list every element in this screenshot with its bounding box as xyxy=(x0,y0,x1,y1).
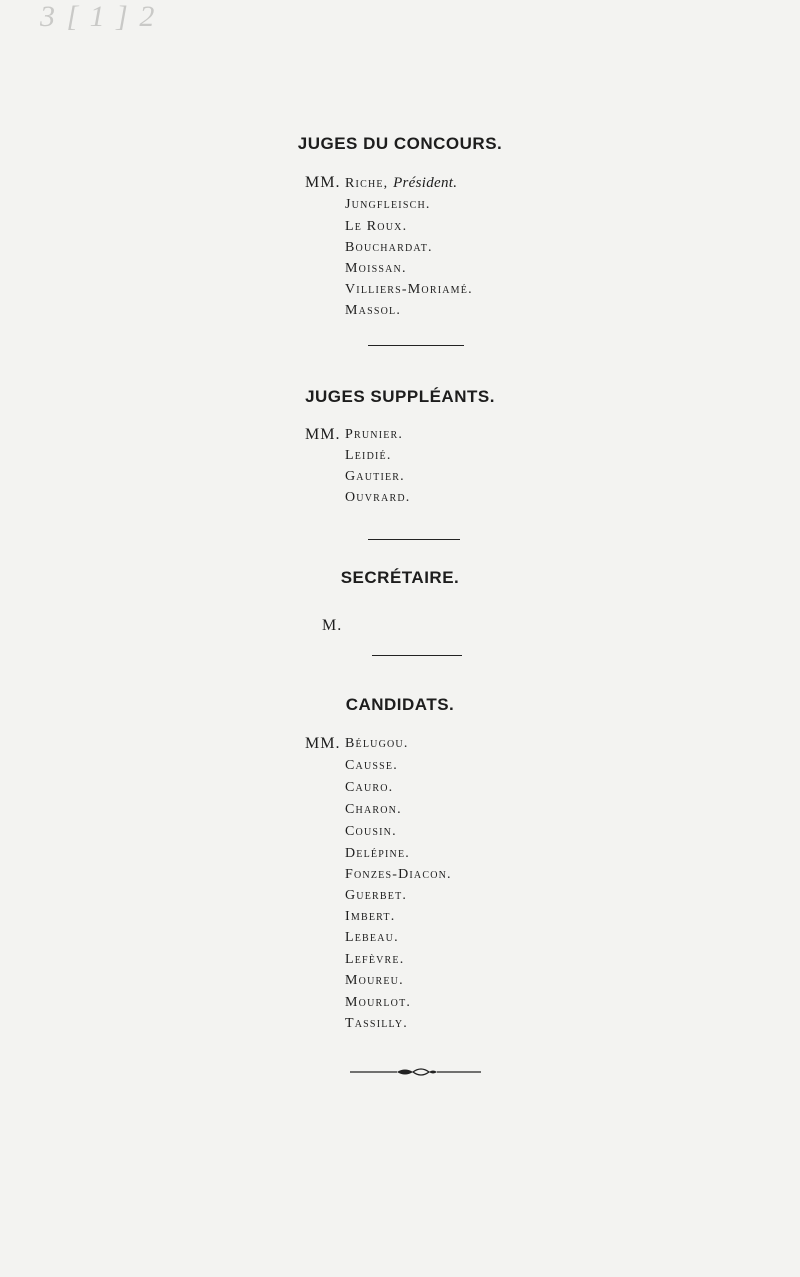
section-divider xyxy=(368,345,464,346)
candidate-name: Cousin. xyxy=(345,824,397,839)
candidate-name: Mourlot. xyxy=(345,995,412,1010)
candidate-name: Lefèvre. xyxy=(345,952,405,967)
suppleants-prefix: MM. xyxy=(305,426,341,443)
judge-name: Jungfleisch. xyxy=(345,197,431,212)
heading-juges-du-concours: JUGES DU CONCOURS. xyxy=(297,134,503,153)
president-role: Président. xyxy=(393,175,458,191)
judge-name: Moissan. xyxy=(345,261,407,276)
ornament-tailpiece xyxy=(345,1064,485,1080)
judge-name: Bouchardat. xyxy=(345,240,433,255)
judge-name: Massol. xyxy=(345,303,402,318)
section-divider xyxy=(368,539,460,540)
heading-juges-suppleants: JUGES SUPPLÉANTS. xyxy=(305,387,495,406)
candidate-name: Delépine. xyxy=(345,846,410,861)
candidats-prefix: MM. xyxy=(305,735,341,752)
substitute-name: Leidié. xyxy=(345,448,392,463)
judge-name: Villiers-Moriamé. xyxy=(345,282,473,297)
judge-name: Le Roux. xyxy=(345,219,408,234)
juges-prefix: MM. xyxy=(305,174,341,191)
candidate-name: Fonzes-Diacon. xyxy=(345,867,452,882)
substitute-name: Prunier. xyxy=(345,427,404,442)
judge-name-president xyxy=(345,175,457,192)
candidate-name: Lebeau. xyxy=(345,930,399,945)
judge-name-riche: Riche, xyxy=(345,176,389,191)
candidate-name: Charon. xyxy=(345,802,402,817)
section-divider xyxy=(372,655,462,656)
candidate-name: Imbert. xyxy=(345,909,396,924)
candidate-name: Cauro. xyxy=(345,780,394,795)
handwritten-annotation: 3 [ 1 ] 2 xyxy=(40,0,157,33)
candidate-name: Bélugou. xyxy=(345,736,409,751)
candidate-name: Moureu. xyxy=(345,973,404,988)
candidate-name: Causse. xyxy=(345,758,398,773)
secretaire-prefix: M. xyxy=(322,617,343,634)
heading-secretaire: SECRÉTAIRE. xyxy=(340,568,460,587)
candidate-name: Tassilly. xyxy=(345,1016,408,1031)
heading-candidats: CANDIDATS. xyxy=(345,695,455,714)
substitute-name: Gautier. xyxy=(345,469,405,484)
candidate-name: Guerbet. xyxy=(345,888,408,903)
substitute-name: Ouvrard. xyxy=(345,490,411,505)
